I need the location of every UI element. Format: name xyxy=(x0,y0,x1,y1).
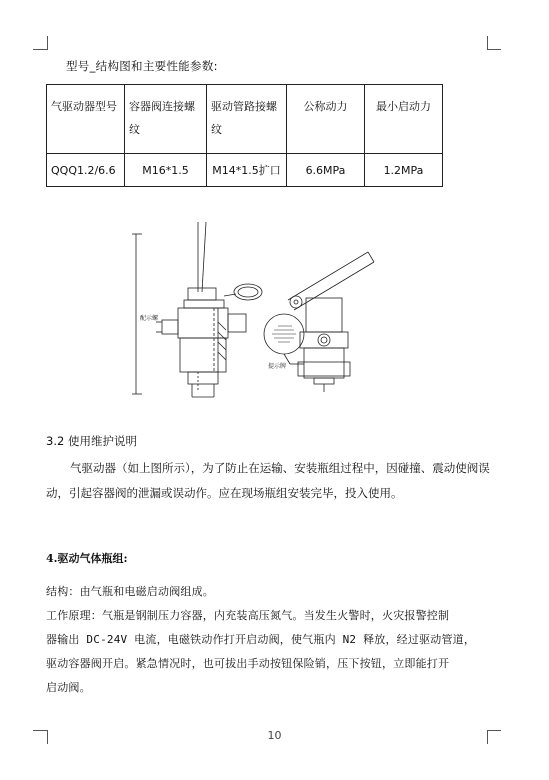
section-heading: 型号_结构图和主要性能参数: xyxy=(66,59,218,73)
table-header-cell: 驱动管路接螺纹 xyxy=(207,85,287,154)
table-cell: 1.2MPa xyxy=(365,154,443,187)
crop-mark xyxy=(47,36,48,50)
table-header-cell: 最小启动力 xyxy=(365,85,443,154)
crop-mark xyxy=(487,49,501,50)
section-3-2-paragraph: 气驱动器（如上图所示），为了防止在运输、安装瓶组过程中，因碰撞、震动使阀误动，引起容器阀的泄漏或误动作。应在现场瓶组安装完毕，投入使用。 xyxy=(46,461,490,500)
section-4-line: 启动阀。 xyxy=(46,681,91,694)
actuator-drawing xyxy=(128,222,378,402)
table-cell: QQQ1.2/6.6 xyxy=(47,154,125,187)
crop-mark xyxy=(487,36,488,50)
table-cell: M16*1.5 xyxy=(125,154,207,187)
section-4-title: 4.驱动气体瓶组: xyxy=(46,552,128,565)
table-header-row xyxy=(47,85,443,154)
section-4-line: 工作原理：气瓶是钢制压力容器，内充装高压氮气。当发生火警时，火灾报警控制 xyxy=(46,609,450,622)
table-header-cell: 容器阀连接螺纹 xyxy=(125,85,207,154)
parameter-table xyxy=(46,84,443,187)
table-cell: 6.6MPa xyxy=(287,154,365,187)
section-4-line: 结构：由气瓶和电磁启动阀组成。 xyxy=(46,585,214,598)
figure-label: 提示牌 xyxy=(268,363,287,370)
table-header-cell: 气驱动器型号 xyxy=(47,85,125,154)
figure-label: 配示螺 xyxy=(140,315,159,322)
crop-mark xyxy=(33,49,47,50)
table-row xyxy=(47,154,443,187)
section-4-line: 器输出 DC-24V 电流，电磁铁动作打开启动阀，使气瓶内 N2 释放，经过驱动管道， xyxy=(46,633,476,646)
table-cell: M14*1.5扩口 xyxy=(207,154,287,187)
table-header-cell: 公称动力 xyxy=(287,85,365,154)
page-number: 10 xyxy=(267,729,282,742)
section-3-2-title: 3.2 使用维护说明 xyxy=(46,434,137,448)
section-4-line: 驱动容器阀开启。紧急情况时，也可拔出手动按钮保险销，压下按钮，立即能打开 xyxy=(46,657,450,670)
